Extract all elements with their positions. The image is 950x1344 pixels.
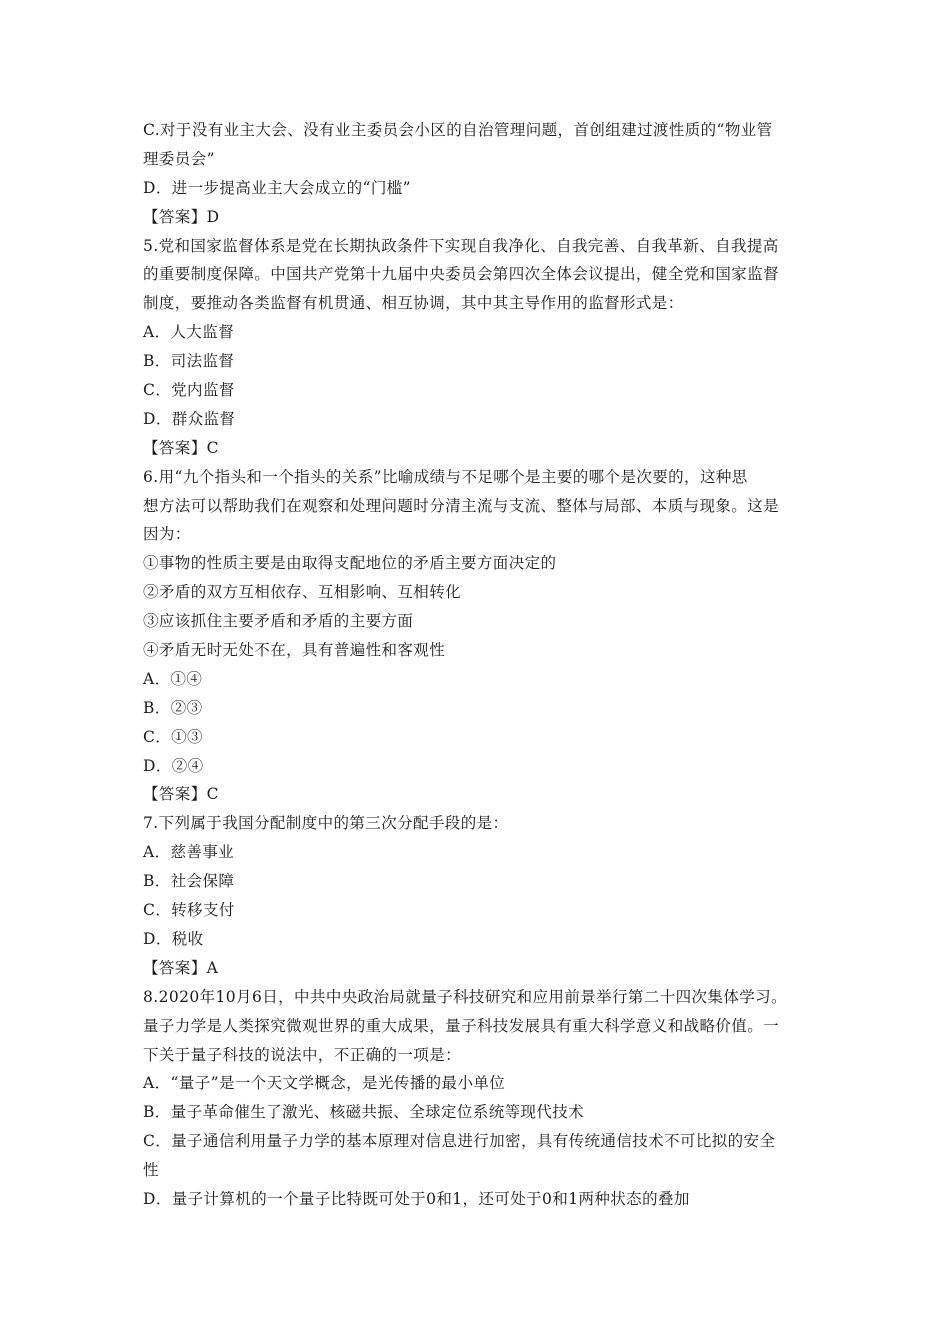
document-body bbox=[143, 116, 823, 1214]
question-line: 6.用“九个指头和一个指头的关系”比喻成绩与不足哪个是主要的哪个是次要的，这种思 bbox=[143, 467, 748, 486]
question-line: 7.下列属于我国分配制度中的第三次分配手段的是： bbox=[143, 814, 509, 833]
option-line: C．量子通信利用量子力学的基本原理对信息进行加密，具有传统通信技术不可比拟的安全 bbox=[143, 1132, 776, 1151]
text-line: 想方法可以帮助我们在观察和处理问题时分清主流与支流、整体与局部、本质与现象。这是 bbox=[143, 496, 780, 515]
option-line: B．司法监督 bbox=[143, 352, 235, 371]
answer-line: 【答案】D bbox=[143, 207, 220, 226]
statement-line: ④矛盾无时无处不在，具有普遍性和客观性 bbox=[143, 641, 446, 660]
option-line: B．社会保障 bbox=[143, 872, 235, 891]
option-line: D．税收 bbox=[143, 929, 204, 948]
text-line: 因为： bbox=[143, 525, 191, 544]
text-line: 理委员会” bbox=[143, 149, 215, 168]
option-line: D．②④ bbox=[143, 756, 204, 775]
question-line: 8.2020年10月6日，中共中央政治局就量子科技研究和应用前景举行第二十四次集体学习。 bbox=[143, 987, 787, 1006]
text-line: D．进一步提高业主大会成立的“门槛” bbox=[143, 178, 411, 197]
option-line: A．人大监督 bbox=[143, 323, 235, 342]
option-line: D．量子计算机的一个量子比特既可处于0和1，还可处于0和1两种状态的叠加 bbox=[143, 1189, 690, 1208]
answer-line: 【答案】A bbox=[143, 958, 219, 977]
option-line: C．党内监督 bbox=[143, 381, 235, 400]
text-line: 制度，要推动各类监督有机贯通、相互协调，其中其主导作用的监督形式是： bbox=[143, 294, 684, 313]
statement-line: ①事物的性质主要是由取得支配地位的矛盾主要方面决定的 bbox=[143, 554, 557, 573]
text-line: 下关于量子科技的说法中，不正确的一项是： bbox=[143, 1045, 462, 1064]
option-line: C．①③ bbox=[143, 727, 203, 746]
option-line: A．“量子”是一个天文学概念，是光传播的最小单位 bbox=[143, 1074, 506, 1093]
text-line: C.对于没有业主大会、没有业主委员会小区的自治管理问题，首创组建过渡性质的“物业管 bbox=[143, 121, 773, 139]
text-line: 量子力学是人类探究微观世界的重大成果，量子科技发展具有重大科学意义和战略价值。一 bbox=[143, 1016, 780, 1035]
answer-line: 【答案】C bbox=[143, 438, 219, 457]
option-line: B．量子革命催生了激光、核磁共振、全球定位系统等现代技术 bbox=[143, 1103, 585, 1122]
option-line: B．②③ bbox=[143, 698, 203, 717]
option-line: C．转移支付 bbox=[143, 901, 235, 920]
text-line: 性 bbox=[143, 1161, 159, 1180]
question-line: 5.党和国家监督体系是党在长期执政条件下实现自我净化、自我完善、自我革新、自我提高 bbox=[143, 236, 779, 255]
option-line: A．①④ bbox=[143, 669, 203, 688]
statement-line: ②矛盾的双方互相依存、互相影响、互相转化 bbox=[143, 583, 462, 602]
answer-line: 【答案】C bbox=[143, 785, 219, 804]
option-line: D．群众监督 bbox=[143, 409, 236, 428]
text-line: 的重要制度保障。中国共产党第十九届中央委员会第四次全体会议提出，健全党和国家监督 bbox=[143, 265, 780, 284]
option-line: A．慈善事业 bbox=[143, 843, 235, 862]
statement-line: ③应该抓住主要矛盾和矛盾的主要方面 bbox=[143, 612, 414, 631]
